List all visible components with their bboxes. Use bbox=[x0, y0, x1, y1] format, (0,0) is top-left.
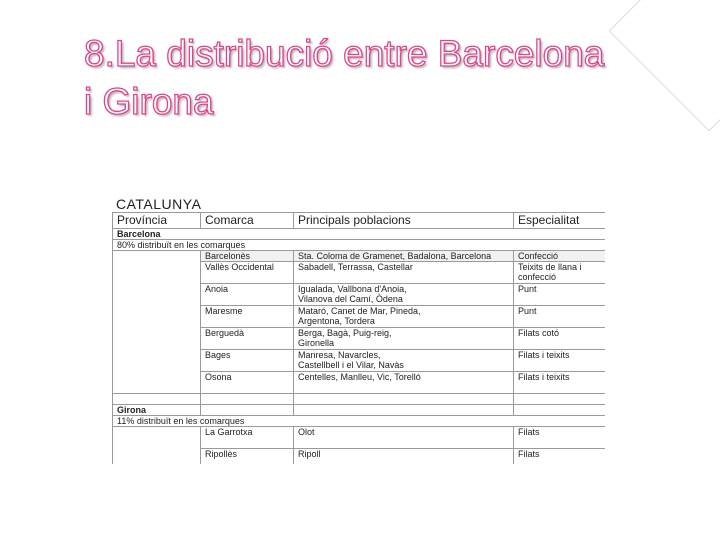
cell-especialitat: Filats cotó bbox=[514, 328, 606, 350]
cell-poblacions: Manresa, Navarcles, Castellbell i el Vilar, Navàs bbox=[294, 350, 514, 372]
cell-comarca: Bages bbox=[201, 350, 294, 372]
cell-especialitat: Punt bbox=[514, 284, 606, 306]
cell-especialitat: Filats i teixits bbox=[514, 350, 606, 372]
region-note-row bbox=[113, 416, 606, 427]
cell-comarca: Ripollès bbox=[201, 449, 294, 465]
header-poblacions: Principals poblacions bbox=[294, 213, 514, 229]
region-row-girona bbox=[113, 405, 606, 416]
cell-especialitat: Filats bbox=[514, 449, 606, 465]
cell-comarca: La Garrotxa bbox=[201, 427, 294, 449]
region-name: Girona bbox=[113, 405, 201, 416]
cell-comarca: Berguedà bbox=[201, 328, 294, 350]
cell-poblacions: Ripoll bbox=[294, 449, 514, 465]
cell-especialitat: Filats bbox=[514, 427, 606, 449]
region-note-row bbox=[113, 240, 606, 251]
cell-comarca: Vallès Occidental bbox=[201, 262, 294, 284]
cell-poblacions: Centelles, Manlleu, Vic, Torelló bbox=[294, 372, 514, 394]
header-provincia: Província bbox=[113, 213, 201, 229]
region-note: 80% distribuït en les comarques bbox=[113, 240, 606, 251]
table-row bbox=[113, 427, 606, 449]
province-blank-cell bbox=[113, 251, 201, 394]
cell-poblacions: Berga, Bagà, Puig-reig, Gironella bbox=[294, 328, 514, 350]
slide-title bbox=[84, 30, 704, 126]
cell-poblacions: Sabadell, Terrassa, Castellar bbox=[294, 262, 514, 284]
spacer-row bbox=[113, 394, 606, 405]
cell-poblacions: Mataró, Canet de Mar, Pineda, Argentona, Tordera bbox=[294, 306, 514, 328]
cell-poblacions: Olot bbox=[294, 427, 514, 449]
cell-especialitat: Confecció bbox=[514, 251, 606, 262]
table-header-row bbox=[113, 213, 606, 229]
cell-comarca: Anoia bbox=[201, 284, 294, 306]
cell-poblacions: Igualada, Vallbona d'Anoia, Vilanova del Camí, Òdena bbox=[294, 284, 514, 306]
cell-comarca: Osona bbox=[201, 372, 294, 394]
cell-comarca: Maresme bbox=[201, 306, 294, 328]
document-image bbox=[112, 192, 605, 464]
region-row-barcelona bbox=[113, 229, 606, 240]
region-note: 11% distribuït en les comarques bbox=[113, 416, 606, 427]
cell-especialitat: Teixits de llana i confecció bbox=[514, 262, 606, 284]
distribution-table bbox=[112, 212, 605, 464]
province-blank-cell bbox=[113, 427, 201, 465]
cell-especialitat: Filats i teixits bbox=[514, 372, 606, 394]
cell-poblacions: Sta. Coloma de Gramenet, Badalona, Barcelona bbox=[294, 251, 514, 262]
slide-title-line-1: 8.La distribució entre Barcelona bbox=[84, 33, 605, 74]
document-title: CATALUNYA bbox=[116, 196, 202, 212]
cell-comarca: Barcelonès bbox=[201, 251, 294, 262]
cell-especialitat: Punt bbox=[514, 306, 606, 328]
slide-title-line-2: i Girona bbox=[84, 81, 214, 122]
header-especialitat: Especialitat bbox=[514, 213, 606, 229]
table-row bbox=[113, 251, 606, 262]
header-comarca: Comarca bbox=[201, 213, 294, 229]
region-name: Barcelona bbox=[113, 229, 606, 240]
